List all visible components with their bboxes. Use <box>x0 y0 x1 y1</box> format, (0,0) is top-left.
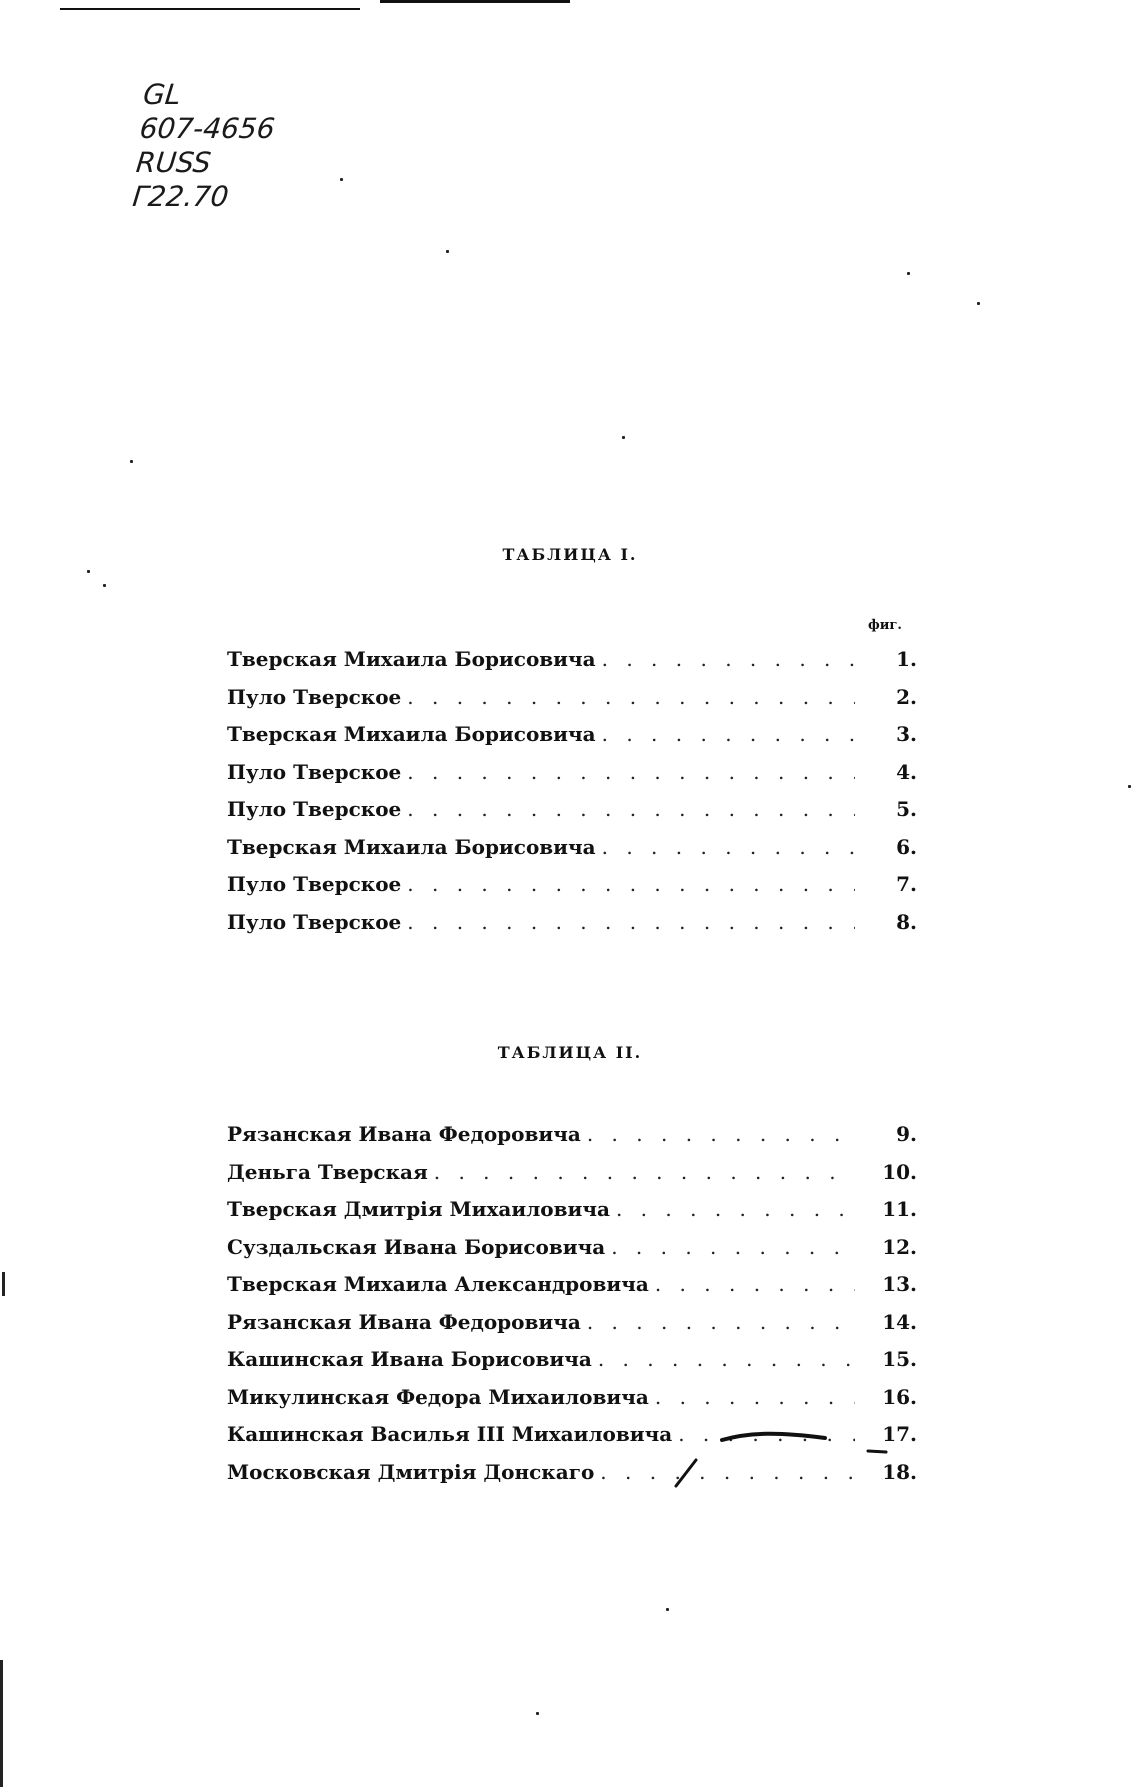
figure-number: 15. <box>882 1347 917 1371</box>
entry-title: Тверская Михаила Борисовича <box>227 834 596 859</box>
shelfmark-line: Г22.70 <box>130 180 231 213</box>
list-item <box>227 1191 917 1229</box>
list-item <box>227 1454 917 1492</box>
entry-title: Тверская Дмитрія Михаиловича <box>227 1197 610 1221</box>
list-item <box>227 866 917 904</box>
figure-number: 3. <box>896 722 917 746</box>
scan-speck <box>103 584 106 587</box>
figure-number: 18. <box>882 1459 917 1484</box>
entry-title: Кашинская Ивана Борисовича <box>227 1347 592 1371</box>
entry-title: Деньга Тверская <box>227 1159 428 1184</box>
list-item <box>227 1304 917 1342</box>
figure-column-label: фиг. <box>868 618 902 633</box>
shelfmark-line: RUSS <box>134 146 213 179</box>
entry-title: Рязанская Ивана Федоровича <box>227 1309 581 1334</box>
table-1-entries <box>227 641 917 941</box>
entry-title: Рязанская Ивана Федоровича <box>227 1122 581 1146</box>
figure-number: 1. <box>896 647 917 671</box>
entry-title: Суздальская Ивана Борисовича <box>227 1234 606 1259</box>
dot-leader <box>602 829 855 867</box>
entry-title: Тверская Михаила Александровича <box>227 1272 649 1296</box>
handwritten-shelfmark <box>131 78 280 214</box>
dot-leader <box>611 1229 855 1267</box>
shelfmark-line: 607-4656 <box>138 112 277 145</box>
list-item <box>227 1116 917 1154</box>
scan-speck <box>907 272 910 275</box>
list-item <box>227 754 917 792</box>
entry-title: Микулинская Федора Михаиловича <box>227 1384 649 1409</box>
list-item <box>227 904 917 942</box>
entry-title: Тверская Михаила Борисовича <box>227 722 596 746</box>
entry-title: Пуло Тверское <box>227 909 402 934</box>
scan-speck <box>622 436 625 439</box>
figure-number: 11. <box>882 1197 917 1221</box>
list-item <box>227 641 917 679</box>
entry-title: Тверская Михаила Борисовича <box>227 647 596 671</box>
table-2-heading: ТАБЛИЦА II. <box>497 1043 643 1062</box>
list-item <box>227 679 917 717</box>
dot-leader <box>602 641 855 679</box>
scan-speck <box>977 302 980 305</box>
scan-speck <box>446 250 449 253</box>
pen-dash-mark <box>866 1447 890 1455</box>
top-edge-rule <box>60 8 360 10</box>
dot-leader <box>407 679 855 717</box>
entry-title: Пуло Тверское <box>227 759 402 784</box>
scan-speck <box>87 570 90 573</box>
dot-leader <box>600 1454 855 1492</box>
dot-leader <box>407 791 855 829</box>
dot-leader <box>434 1154 855 1192</box>
dot-leader <box>655 1379 855 1417</box>
shelfmark-line: GL <box>141 78 183 111</box>
pen-tick-mark <box>672 1456 702 1490</box>
top-edge-rule <box>380 0 570 3</box>
list-item <box>227 1229 917 1267</box>
list-item <box>227 1341 917 1379</box>
entry-title: Пуло Тверское <box>227 872 402 896</box>
scan-speck <box>1128 785 1131 788</box>
entry-title: Кашинская Василья III Михаиловича <box>227 1422 673 1446</box>
entry-title: Пуло Тверское <box>227 797 402 821</box>
figure-number: 9. <box>896 1122 917 1146</box>
figure-number: 6. <box>896 834 917 859</box>
list-item <box>227 716 917 754</box>
figure-number: 5. <box>896 797 917 821</box>
dot-leader <box>616 1191 855 1229</box>
figure-number: 7. <box>896 872 917 896</box>
margin-mark <box>2 1272 5 1296</box>
list-item <box>227 1266 917 1304</box>
margin-mark <box>0 1660 3 1787</box>
figure-number: 8. <box>896 909 917 934</box>
scan-speck <box>340 178 343 181</box>
list-item <box>227 791 917 829</box>
dot-leader <box>655 1266 855 1304</box>
scan-speck <box>536 1712 539 1715</box>
dot-leader <box>587 1304 855 1342</box>
figure-number: 12. <box>882 1234 917 1259</box>
entry-title: Московская Дмитрія Донскаго <box>227 1459 595 1484</box>
figure-number: 16. <box>882 1384 917 1409</box>
figure-number: 13. <box>882 1272 917 1296</box>
dot-leader <box>407 754 855 792</box>
list-item <box>227 829 917 867</box>
figure-number: 4. <box>896 759 917 784</box>
dot-leader <box>587 1116 855 1154</box>
dot-leader <box>602 716 855 754</box>
figure-number: 10. <box>882 1159 917 1184</box>
figure-number: 17. <box>882 1422 917 1446</box>
dot-leader <box>407 904 855 942</box>
dot-leader <box>407 866 855 904</box>
dot-leader <box>598 1341 855 1379</box>
scan-speck <box>130 460 133 463</box>
list-item <box>227 1379 917 1417</box>
entry-title: Пуло Тверское <box>227 684 402 709</box>
scan-speck <box>666 1608 669 1611</box>
table-1-heading: ТАБЛИЦА I. <box>502 545 638 564</box>
pen-stroke-mark <box>720 1428 830 1448</box>
list-item <box>227 1154 917 1192</box>
figure-number: 2. <box>896 684 917 709</box>
figure-number: 14. <box>882 1309 917 1334</box>
